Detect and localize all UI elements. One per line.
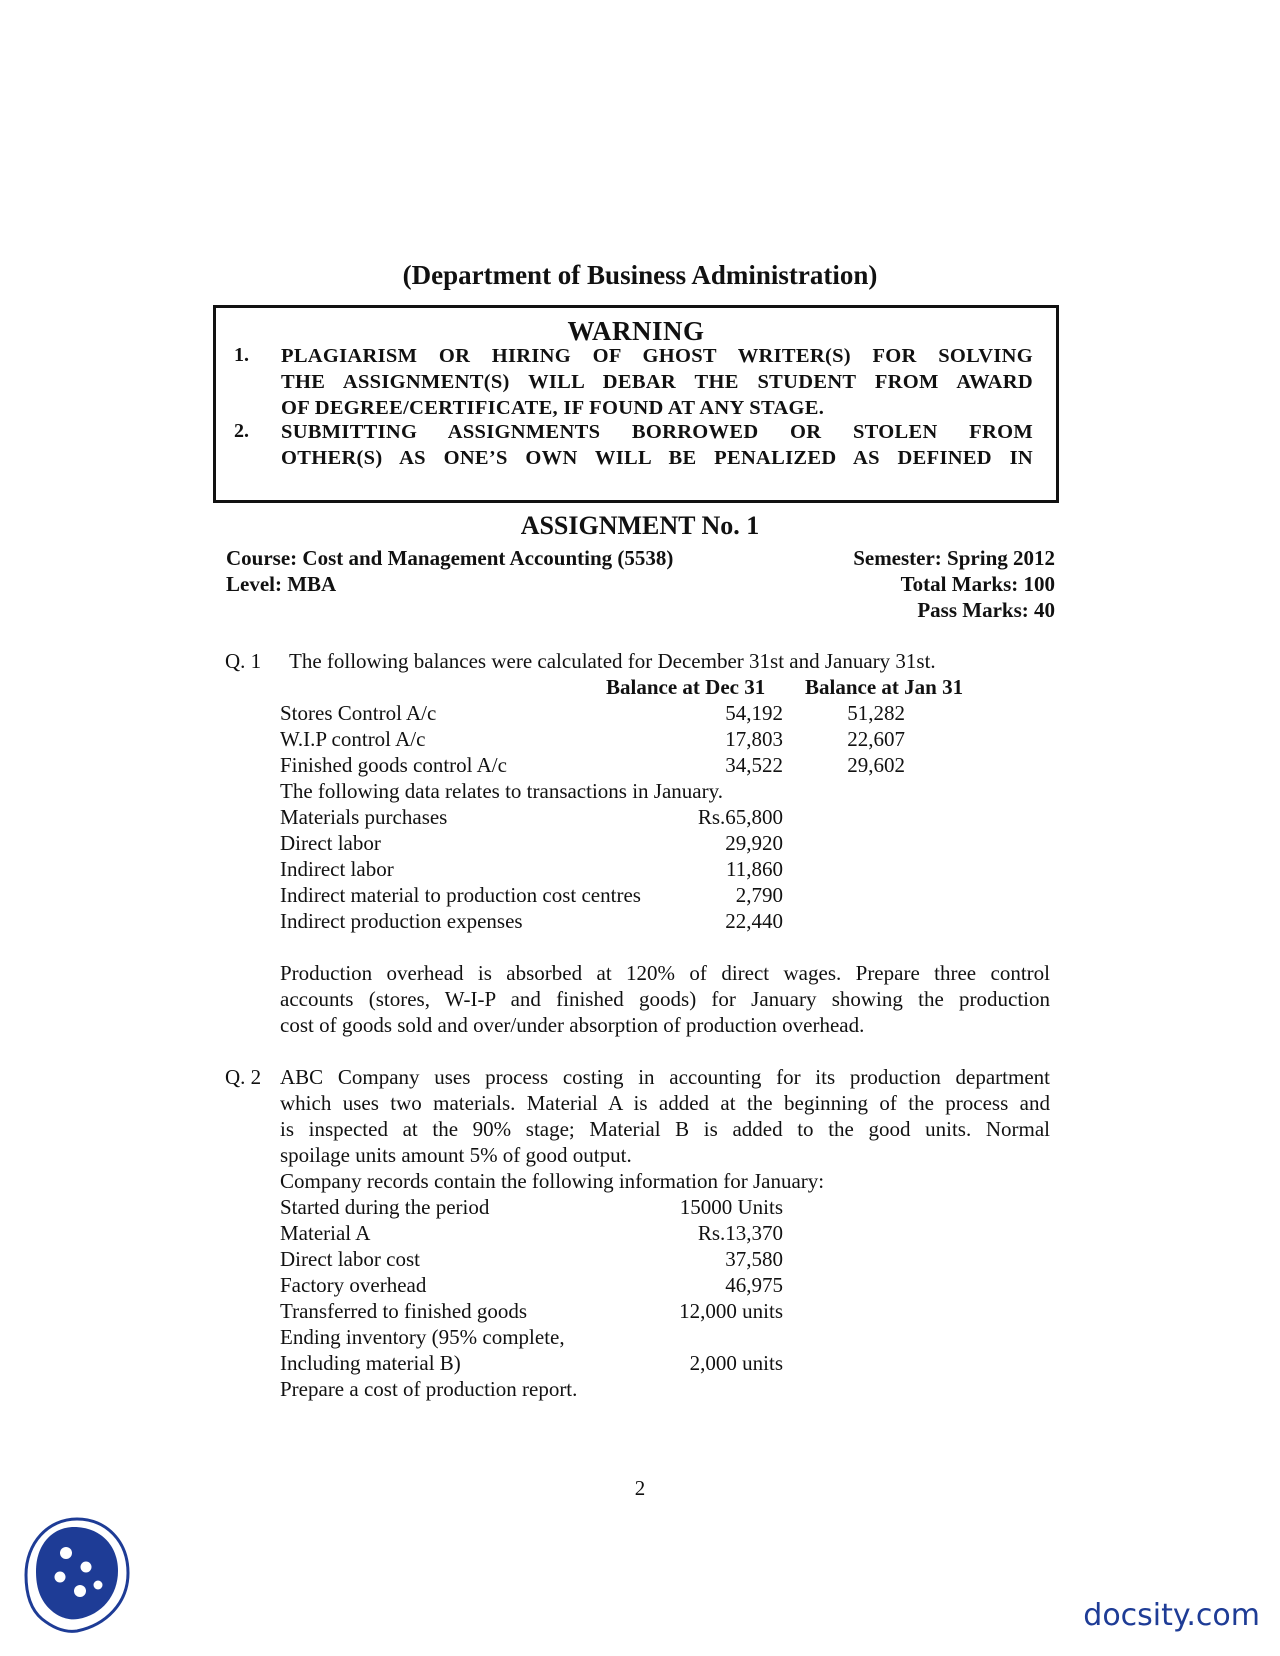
total-marks-label: Total Marks: 100 [900,572,1055,596]
paragraph-line: spoilage units amount 5% of good output. [280,1143,632,1167]
pass-marks-label: Pass Marks: 40 [917,598,1055,622]
transaction-value: 29,920 [725,831,783,855]
warning-line: OTHER(S) AS ONE’S OWN WILL BE PENALIZED AS DEFINED IN [281,447,1033,469]
record-value: 15000 Units [679,1195,783,1219]
warning-box [213,305,1059,503]
brand-link[interactable]: docsity.com [1083,1598,1260,1633]
instruction-line: Production overhead is absorbed at 120% of direct wages. Prepare three control [280,961,1050,985]
record-name: Ending inventory (95% complete, [280,1325,565,1349]
question-2-paragraph [280,1064,1050,1168]
warning-item-number: 1. [234,344,249,366]
transaction-value: Rs.65,800 [697,805,783,829]
warning-title: WARNING [567,316,705,346]
record-value: 2,000 units [689,1351,783,1375]
transaction-value: 11,860 [726,857,783,881]
balance-row-name: Stores Control A/c [280,701,437,725]
column-header-jan: Balance at Jan 31 [805,675,964,699]
record-value: 12,000 units [679,1299,783,1323]
balance-row-name: Finished goods control A/c [280,753,507,777]
warning-line: OF DEGREE/CERTIFICATE, IF FOUND AT ANY STAGE. [281,397,825,419]
transaction-value: 22,440 [725,909,783,933]
warning-item-text [281,343,1033,421]
balance-dec-value: 34,522 [725,753,783,777]
column-header-dec: Balance at Dec 31 [606,675,766,699]
record-name: Direct labor cost [280,1247,420,1271]
transaction-name: Indirect labor [280,857,394,881]
paragraph-line: is inspected at the 90% stage; Material B is added to the good units. Normal [280,1117,1050,1141]
transactions-intro: The following data relates to transactions in January. [280,779,723,803]
balance-jan-value: 29,602 [847,753,905,777]
warning-item-text [281,419,1033,471]
question-1-label: Q. 1 [225,649,262,673]
paragraph-line: ABC Company uses process costing in accounting for its production department [280,1065,1050,1089]
semester-label: Semester: Spring 2012 [853,546,1055,570]
question-2-label: Q. 2 [225,1065,262,1089]
record-name: Factory overhead [280,1273,427,1297]
balance-dec-value: 17,803 [725,727,783,751]
warning-line: SUBMITTING ASSIGNMENTS BORROWED OR STOLEN FROM [281,421,1033,443]
assignment-title: ASSIGNMENT No. 1 [520,511,760,540]
paragraph-line: which uses two materials. Material A is added at the beginning of the process and [280,1091,1050,1115]
record-name: Started during the period [280,1195,490,1219]
page-number: 2 [634,1476,646,1500]
balance-jan-value: 51,282 [847,701,905,725]
question-1-intro: The following balances were calculated for December 31st and January 31st. [289,649,936,673]
record-name: Material A [280,1221,371,1245]
record-name: Transferred to finished goods [280,1299,528,1323]
level-label: Level: MBA [226,572,337,596]
question-2-closing: Prepare a cost of production report. [280,1377,578,1401]
question-1-instructions [280,960,1050,1038]
warning-line: PLAGIARISM OR HIRING OF GHOST WRITER(S) FOR SOLVING [281,345,1033,367]
balance-row-name: W.I.P control A/c [280,727,426,751]
instruction-line: cost of goods sold and over/under absorption of production overhead. [280,1013,865,1037]
course-label: Course: Cost and Management Accounting (5538) [226,546,674,570]
record-value: 37,580 [725,1247,783,1271]
transaction-name: Indirect material to production cost centres [280,883,641,907]
instruction-line: accounts (stores, W-I-P and finished goods) for January showing the production [280,987,1050,1011]
record-name: Including material B) [280,1351,461,1375]
record-value: Rs.13,370 [697,1221,783,1245]
balance-jan-value: 22,607 [847,727,905,751]
department-heading: (Department of Business Administration) [402,260,878,290]
record-value: 46,975 [725,1273,783,1297]
warning-line: THE ASSIGNMENT(S) WILL DEBAR THE STUDENT FROM AWARD [281,371,1033,393]
transaction-name: Direct labor [280,831,381,855]
docsity-logo-icon [22,1515,132,1635]
warning-item-number: 2. [234,420,249,442]
records-intro: Company records contain the following information for January: [280,1169,825,1193]
transaction-name: Indirect production expenses [280,909,523,933]
transaction-name: Materials purchases [280,805,448,829]
transaction-value: 2,790 [735,883,783,907]
balance-dec-value: 54,192 [725,701,783,725]
